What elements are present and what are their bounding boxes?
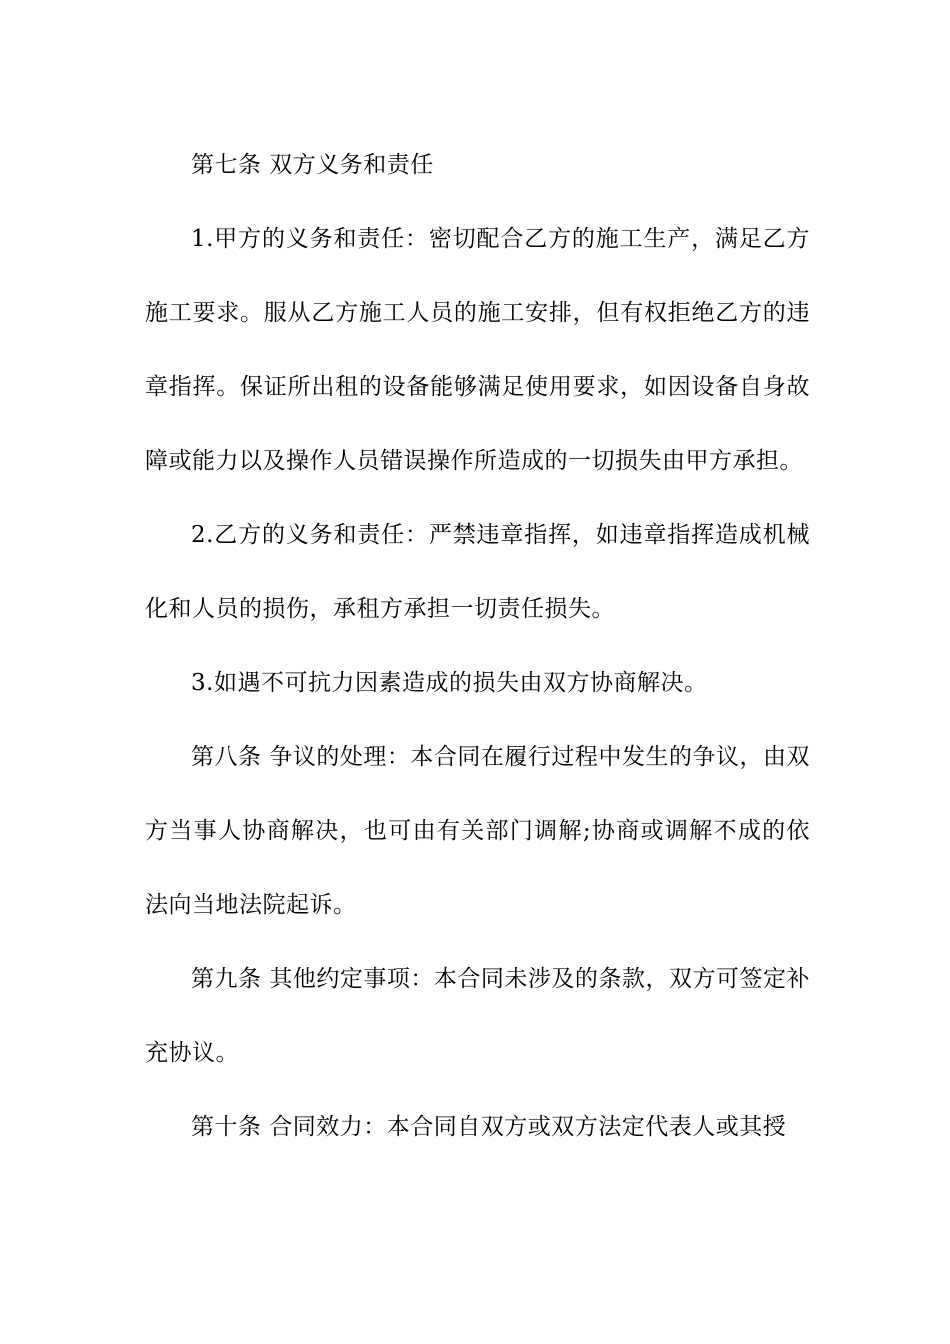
party-b-obligations: 2.乙方的义务和责任：严禁违章指挥，如违章指挥造成机械化和人员的损伤，承租方承担一切责任损失。 (145, 522, 810, 622)
contract-body (145, 128, 810, 1164)
article-9-other-matters: 第九条 其他约定事项：本合同未涉及的条款，双方可签定补充协议。 (145, 966, 810, 1066)
article-10-contract-validity: 第十条 合同效力：本合同自双方或双方法定代表人或其授 (191, 1114, 787, 1140)
party-a-obligations: 1.甲方的义务和责任：密切配合乙方的施工生产，满足乙方施工要求。服从乙方施工人员的施工安排，但有权拒绝乙方的违章指挥。保证所出租的设备能够满足使用要求，如因设备自身故障或能力以及操作人员错误操作所造成的一切损失由甲方承担。 (145, 226, 810, 474)
article-7-heading: 第七条 双方义务和责任 (191, 152, 434, 178)
article-8-dispute-resolution: 第八条 争议的处理：本合同在履行过程中发生的争议，由双方当事人协商解决，也可由有关部门调解;协商或调解不成的依法向当地法院起诉。 (145, 744, 810, 918)
force-majeure-clause: 3.如遇不可抗力因素造成的损失由双方协商解决。 (191, 670, 708, 696)
